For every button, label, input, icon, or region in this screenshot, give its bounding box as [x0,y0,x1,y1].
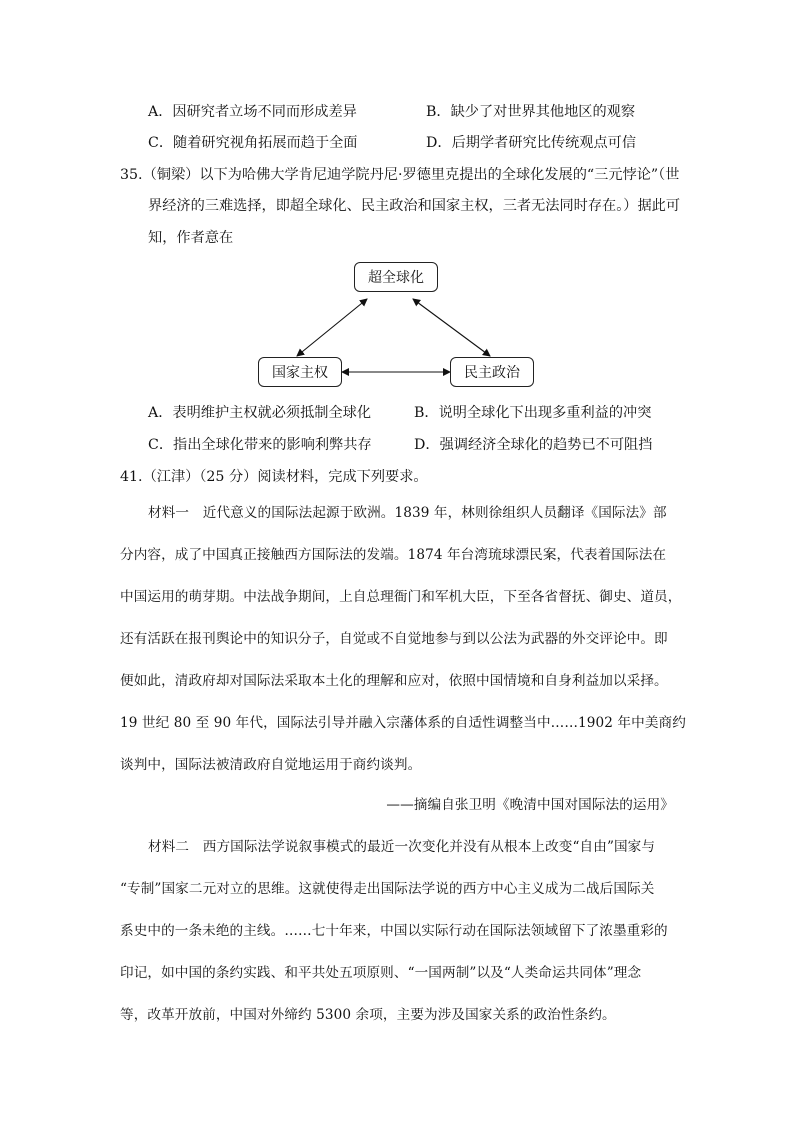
node-hyperglobalization: 超全球化 [354,262,438,292]
q35-option-d: D．强调经济全球化的趋势已不可阻挡 [414,437,653,453]
material1-line: 中国运用的萌芽期。中法战争期间，上自总理衙门和军机大臣，下至各省督抚、御史、道员， [120,589,682,605]
material2-line: “专制”国家二元对立的思维。这就使得走出国际法学说的西方中心主义成为二战后国际关 [120,881,655,897]
node-democratic-politics: 民主政治 [450,357,534,387]
prev-option-d: D．后期学者研究比传统观点可信 [426,135,637,151]
q35-option-c: C．指出全球化带来的影响利弊共存 [148,437,372,453]
material1-line: 便如此，清政府却对国际法采取本土化的理解和应对，依照中国情境和自身利益加以采择。 [120,673,668,689]
q35-stem-line1: 35.（铜梁）以下为哈佛大学肯尼迪学院丹尼·罗德里克提出的全球化发展的“三元悖论”（世 [120,167,680,183]
material1-source: ——摘编自张卫明《晚清中国对国际法的运用》 [386,797,674,813]
material1-line: 还有活跃在报刊舆论中的知识分子，自觉或不自觉地参与到以公法为武器的外交评论中。即 [120,631,668,647]
trilemma-diagram [250,258,550,394]
material1-line: 分内容，成了中国真正接触西方国际法的发端。1874 年台湾琉球漂民案，代表着国际法在 [120,547,667,563]
prev-option-b: B．缺少了对世界其他地区的观察 [426,104,636,120]
q35-option-b: B．说明全球化下出现多重利益的冲突 [414,405,652,421]
material2-line: 印记，如中国的条约实践、和平共处五项原则、“一国两制”以及“人类命运共同体”理念 [120,965,642,981]
q35-stem-line3: 知，作者意在 [148,230,234,246]
material1-line: 19 世纪 80 至 90 年代，国际法引导并融入宗藩体系的自适性调整当中……1902 年中美商约 [120,715,686,731]
q35-stem-line2: 界经济的三难选择，即超全球化、民主政治和国家主权，三者无法同时存在。）据此可 [148,198,681,214]
node-national-sovereignty: 国家主权 [258,357,342,387]
material2-line: 材料二 西方国际法学说叙事模式的最近一次变化并没有从根本上改变“自由”国家与 [148,839,656,855]
material1-line: 材料一 近代意义的国际法起源于欧洲。1839 年，林则徐组织人员翻译《国际法》部 [148,505,667,521]
arrow-top-right [413,299,490,356]
q35-option-a: A．表明维护主权就必须抵制全球化 [148,405,372,421]
prev-option-c: C．随着研究视角拓展而趋于全面 [148,135,358,151]
q41-header: 41.（江津）（25 分）阅读材料，完成下列要求。 [120,469,428,485]
material2-line: 等，改革开放前，中国对外缔约 5300 余项，主要为涉及国家关系的政治性条约。 [120,1007,616,1023]
prev-option-a: A．因研究者立场不同而形成差异 [148,104,357,120]
arrow-top-left [297,299,367,356]
material2-line: 系史中的一条未绝的主线。……七十年来，中国以实际行动在国际法领域留下了浓墨重彩的 [120,923,668,939]
material1-line: 谈判中，国际法被清政府自觉地运用于商约谈判。 [120,757,422,773]
